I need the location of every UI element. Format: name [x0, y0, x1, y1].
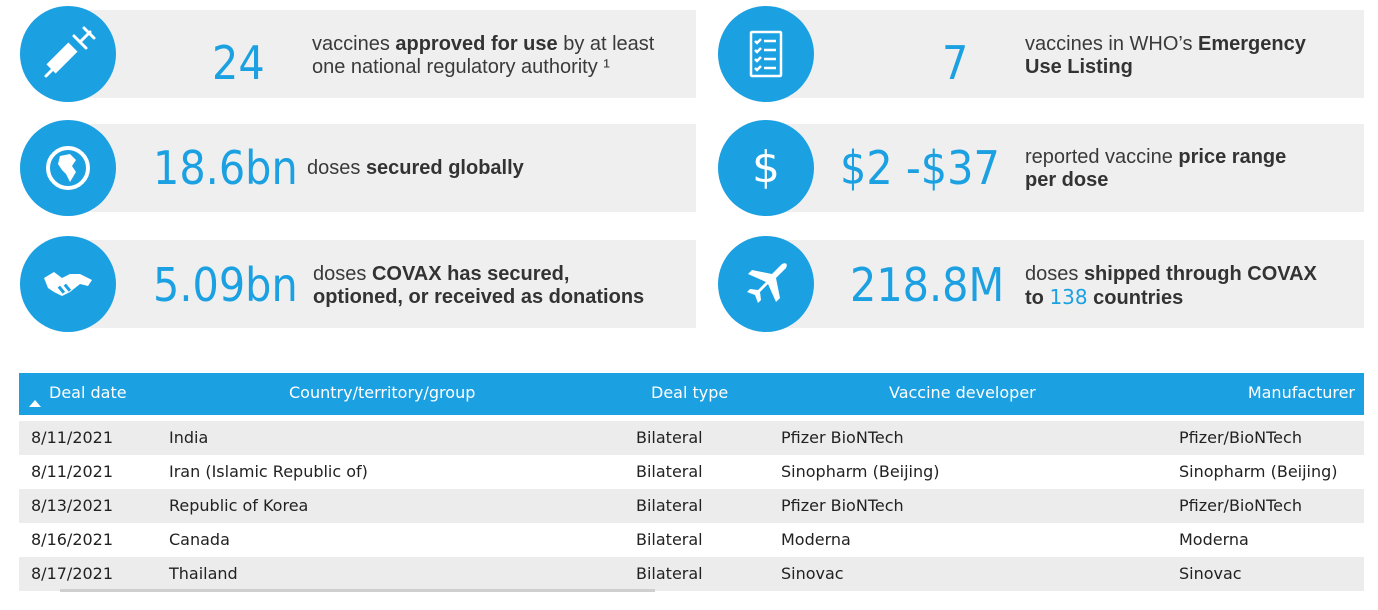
stat-desc-shipped: doses shipped through COVAX to 138 countries — [1025, 263, 1317, 309]
cell-country: Iran (Islamic Republic of) — [169, 462, 368, 481]
table-row[interactable] — [19, 523, 1364, 557]
airplane-icon — [738, 256, 794, 312]
stat-number-eul: 7 — [942, 36, 969, 90]
syringe-circle — [20, 6, 116, 102]
checklist-icon — [738, 26, 794, 82]
cell-deal-type: Bilateral — [636, 530, 703, 549]
dollar-icon — [738, 140, 794, 196]
horizontal-scrollbar[interactable] — [60, 589, 655, 592]
stat-desc-approved: vaccines approved for use by at least one national regulatory authority ¹ — [312, 33, 655, 78]
cell-manufacturer: Sinopharm (Beijing) — [1179, 462, 1338, 481]
cell-manufacturer: Pfizer/BioNTech — [1179, 496, 1302, 515]
table-header — [19, 373, 1364, 415]
cell-deal-type: Bilateral — [636, 496, 703, 515]
cell-vaccine-developer: Sinopharm (Beijing) — [781, 462, 940, 481]
table-row[interactable] — [19, 557, 1364, 591]
cell-country: Thailand — [169, 564, 238, 583]
table-row[interactable] — [19, 455, 1364, 489]
cell-manufacturer: Sinovac — [1179, 564, 1242, 583]
cell-manufacturer: Pfizer/BioNTech — [1179, 428, 1302, 447]
cell-country: India — [169, 428, 209, 447]
syringe-icon — [40, 26, 96, 82]
dollar-circle — [718, 120, 814, 216]
stat-desc-secured: doses secured globally — [307, 157, 524, 179]
globe-circle — [20, 120, 116, 216]
cell-deal-date: 8/13/2021 — [31, 496, 114, 515]
stat-desc-eul: vaccines in WHO’s Emergency Use Listing — [1025, 33, 1306, 78]
globe-icon — [40, 140, 96, 196]
handshake-icon — [40, 256, 96, 312]
cell-vaccine-developer: Sinovac — [781, 564, 844, 583]
sort-ascending-icon[interactable] — [29, 400, 41, 407]
cell-manufacturer: Moderna — [1179, 530, 1249, 549]
cell-deal-type: Bilateral — [636, 462, 703, 481]
cell-country: Republic of Korea — [169, 496, 309, 515]
stat-desc-covax: doses COVAX has secured, optioned, or received as donations — [313, 263, 645, 308]
column-header-deal-date[interactable]: Deal date — [49, 383, 127, 402]
table-row[interactable] — [19, 421, 1364, 455]
handshake-circle — [20, 236, 116, 332]
stat-number-secured: 18.6bn — [153, 141, 298, 195]
cell-deal-date: 8/11/2021 — [31, 462, 114, 481]
table-row[interactable] — [19, 489, 1364, 523]
cell-vaccine-developer: Pfizer BioNTech — [781, 428, 904, 447]
cell-country: Canada — [169, 530, 230, 549]
column-header-country[interactable]: Country/territory/group — [289, 383, 476, 402]
svg-text:$: $ — [752, 142, 780, 193]
cell-vaccine-developer: Pfizer BioNTech — [781, 496, 904, 515]
countries-count: 138 — [1049, 285, 1088, 309]
cell-deal-date: 8/16/2021 — [31, 530, 114, 549]
stat-number-shipped: 218.8M — [850, 258, 1005, 312]
column-header-vaccine-developer[interactable]: Vaccine developer — [889, 383, 1036, 402]
column-header-deal-type[interactable]: Deal type — [651, 383, 729, 402]
stat-number-covax: 5.09bn — [153, 258, 298, 312]
cell-deal-type: Bilateral — [636, 564, 703, 583]
stat-number-approved: 24 — [212, 36, 265, 90]
cell-deal-date: 8/17/2021 — [31, 564, 114, 583]
stat-desc-price: reported vaccine price range per dose — [1025, 146, 1287, 191]
stat-number-price: $2 -$37 — [840, 141, 1000, 195]
cell-deal-date: 8/11/2021 — [31, 428, 114, 447]
column-header-manufacturer[interactable]: Manufacturer — [1247, 383, 1355, 402]
checklist-circle — [718, 6, 814, 102]
cell-deal-type: Bilateral — [636, 428, 703, 447]
cell-vaccine-developer: Moderna — [781, 530, 851, 549]
airplane-circle — [718, 236, 814, 332]
